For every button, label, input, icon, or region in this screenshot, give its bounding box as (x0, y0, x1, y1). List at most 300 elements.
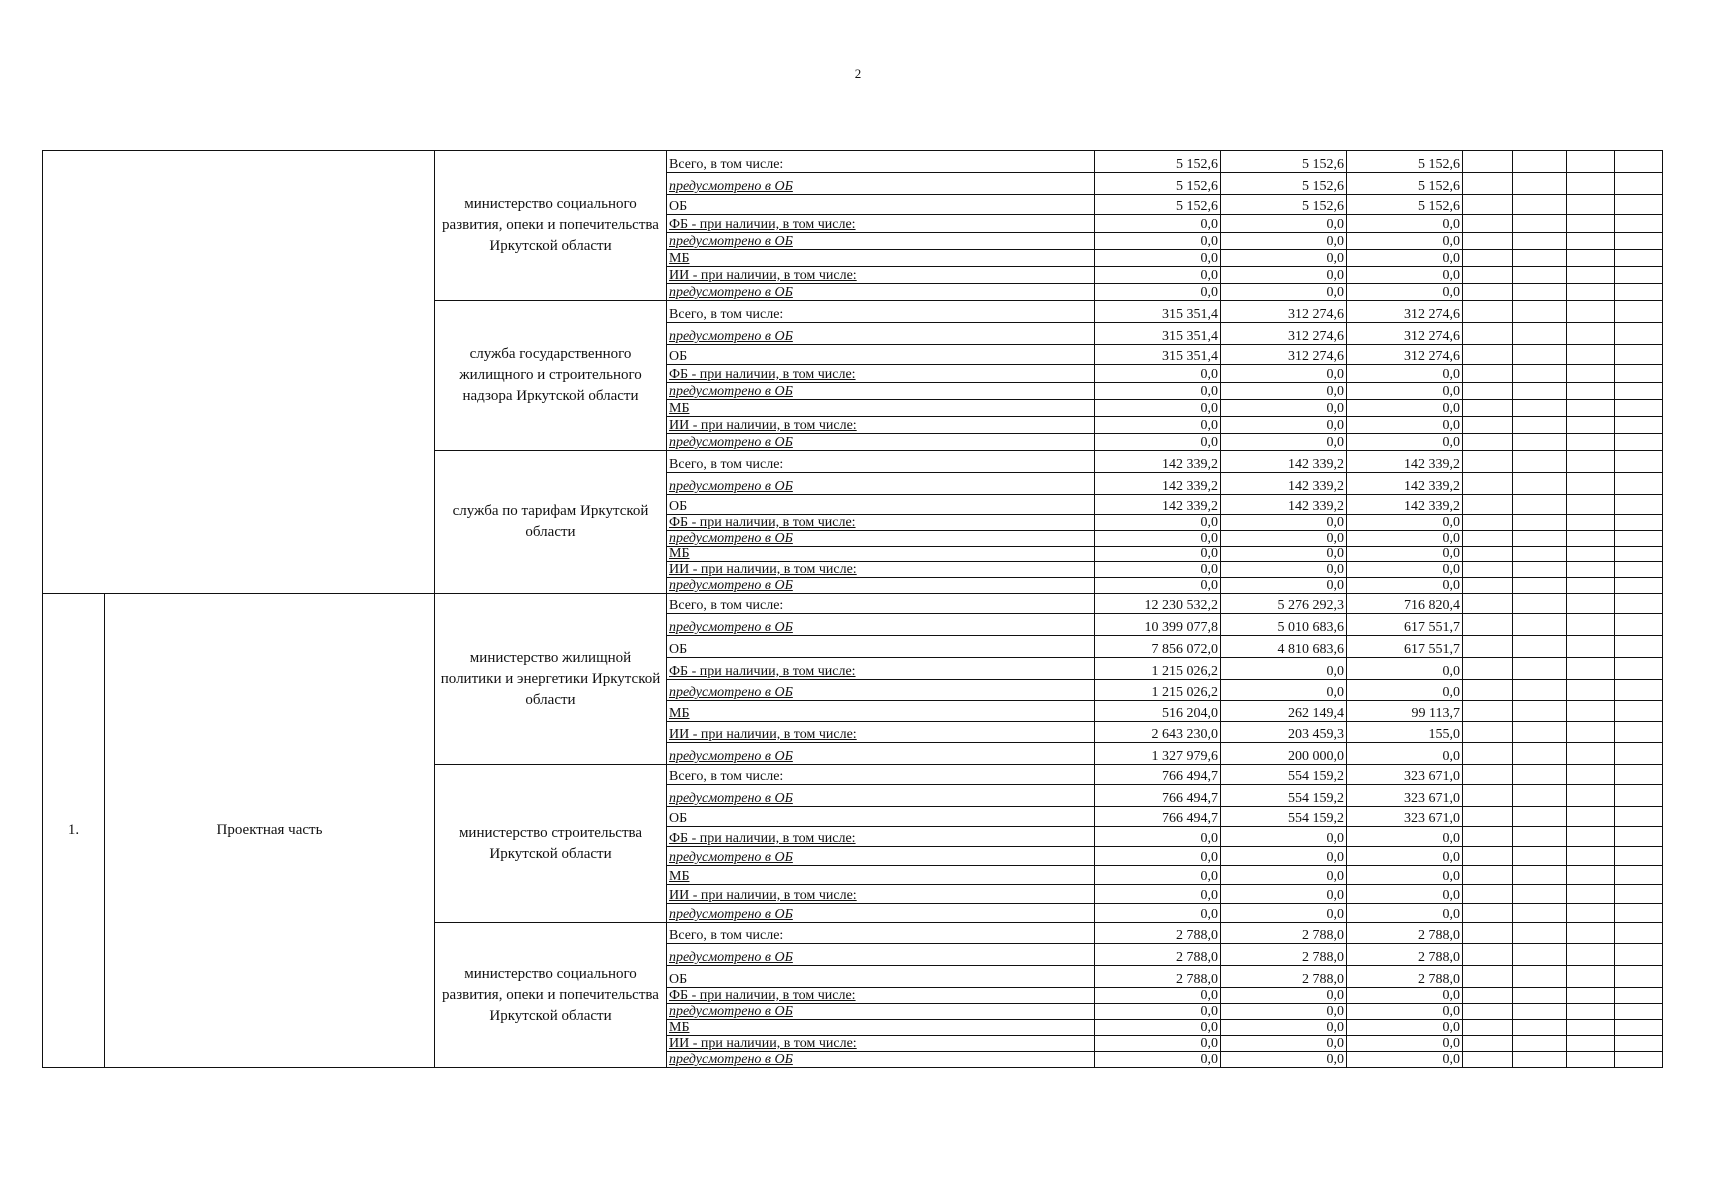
empty-cell (1463, 785, 1513, 807)
value-cell: 0,0 (1095, 417, 1221, 434)
empty-cell (1567, 250, 1615, 267)
value-cell: 200 000,0 (1221, 743, 1347, 765)
row-label-ob: ОБ (667, 807, 1095, 827)
value-cell: 766 494,7 (1095, 765, 1221, 785)
empty-cell (1463, 1052, 1513, 1068)
empty-cell (1615, 904, 1663, 923)
empty-cell (1567, 215, 1615, 233)
value-cell: 617 551,7 (1347, 636, 1463, 658)
section-number: 1. (43, 594, 105, 1068)
empty-cell (1463, 434, 1513, 451)
value-cell: 5 152,6 (1347, 151, 1463, 173)
value-cell: 0,0 (1221, 267, 1347, 284)
value-cell: 5 152,6 (1095, 151, 1221, 173)
empty-cell (1463, 417, 1513, 434)
value-cell: 0,0 (1221, 215, 1347, 233)
value-cell: 0,0 (1095, 383, 1221, 400)
empty-cell (1513, 807, 1567, 827)
value-cell: 1 215 026,2 (1095, 658, 1221, 680)
row-label-provided: предусмотрено в ОБ (667, 743, 1095, 765)
row-label-provided: предусмотрено в ОБ (667, 473, 1095, 495)
value-cell: 554 159,2 (1221, 785, 1347, 807)
empty-cell (1463, 1020, 1513, 1036)
empty-cell (1615, 658, 1663, 680)
row-label-fb: ФБ - при наличии, в том числе: (667, 988, 1095, 1004)
value-cell: 0,0 (1347, 417, 1463, 434)
row-label-ii: ИИ - при наличии, в том числе: (667, 1036, 1095, 1052)
empty-cell (1513, 473, 1567, 495)
empty-cell (1615, 495, 1663, 515)
empty-cell (1513, 284, 1567, 301)
value-cell: 0,0 (1347, 743, 1463, 765)
empty-cell (1513, 451, 1567, 473)
empty-cell (1615, 785, 1663, 807)
empty-cell (1463, 885, 1513, 904)
row-label-provided: предусмотрено в ОБ (667, 847, 1095, 866)
value-cell: 142 339,2 (1221, 495, 1347, 515)
value-cell: 0,0 (1221, 827, 1347, 847)
value-cell: 0,0 (1347, 866, 1463, 885)
row-label-total: Всего, в том числе: (667, 301, 1095, 323)
empty-cell (1463, 847, 1513, 866)
value-cell: 2 788,0 (1221, 944, 1347, 966)
empty-cell (1463, 827, 1513, 847)
empty-cell (1567, 680, 1615, 701)
empty-cell (1513, 722, 1567, 743)
value-cell: 0,0 (1347, 233, 1463, 250)
value-cell: 0,0 (1221, 680, 1347, 701)
value-cell: 142 339,2 (1347, 473, 1463, 495)
value-cell: 0,0 (1221, 1052, 1347, 1068)
empty-cell (1463, 562, 1513, 578)
row-label-total: Всего, в том числе: (667, 765, 1095, 785)
row-label-provided: предусмотрено в ОБ (667, 233, 1095, 250)
empty-cell (1615, 594, 1663, 614)
value-cell: 312 274,6 (1221, 301, 1347, 323)
empty-cell (1463, 904, 1513, 923)
empty-cell (1513, 885, 1567, 904)
value-cell: 2 788,0 (1347, 966, 1463, 988)
row-label-fb: ФБ - при наличии, в том числе: (667, 365, 1095, 383)
empty-cell (1463, 807, 1513, 827)
empty-cell (1463, 301, 1513, 323)
value-cell: 2 788,0 (1221, 923, 1347, 944)
empty-cell (1567, 495, 1615, 515)
value-cell: 0,0 (1347, 250, 1463, 267)
empty-cell (1513, 923, 1567, 944)
empty-cell (1513, 383, 1567, 400)
value-cell: 312 274,6 (1221, 345, 1347, 365)
table-row (43, 151, 1663, 173)
empty-cell (1463, 323, 1513, 345)
value-cell: 0,0 (1221, 400, 1347, 417)
agency-name: министерство жилищной политики и энергетики Иркутской области (435, 594, 667, 765)
empty-cell (1615, 988, 1663, 1004)
row-label-provided: предусмотрено в ОБ (667, 578, 1095, 594)
value-cell: 0,0 (1221, 531, 1347, 547)
row-label-provided: предусмотрено в ОБ (667, 531, 1095, 547)
value-cell: 0,0 (1221, 904, 1347, 923)
value-cell: 2 788,0 (1347, 944, 1463, 966)
value-cell: 5 152,6 (1095, 195, 1221, 215)
empty-cell (1463, 966, 1513, 988)
value-cell: 0,0 (1221, 1036, 1347, 1052)
value-cell: 7 856 072,0 (1095, 636, 1221, 658)
empty-cell (1513, 636, 1567, 658)
empty-cell (1567, 195, 1615, 215)
empty-cell (1567, 547, 1615, 562)
page-number: 2 (854, 66, 862, 81)
empty-cell (1463, 923, 1513, 944)
row-label-total: Всего, в том числе: (667, 451, 1095, 473)
value-cell: 0,0 (1347, 547, 1463, 562)
value-cell: 0,0 (1347, 562, 1463, 578)
value-cell: 0,0 (1221, 988, 1347, 1004)
empty-cell (1463, 594, 1513, 614)
row-label-provided: предусмотрено в ОБ (667, 680, 1095, 701)
value-cell: 0,0 (1347, 434, 1463, 451)
value-cell: 5 010 683,6 (1221, 614, 1347, 636)
empty-cell (1615, 966, 1663, 988)
table-row (43, 594, 1663, 614)
row-label-ob: ОБ (667, 636, 1095, 658)
empty-cell (1513, 966, 1567, 988)
empty-cell (1615, 722, 1663, 743)
empty-cell (1615, 417, 1663, 434)
empty-cell (1463, 284, 1513, 301)
empty-cell (1615, 765, 1663, 785)
empty-cell (1567, 1020, 1615, 1036)
empty-cell (1513, 988, 1567, 1004)
empty-cell (1615, 636, 1663, 658)
value-cell: 716 820,4 (1347, 594, 1463, 614)
empty-cell (1463, 531, 1513, 547)
value-cell: 5 152,6 (1095, 173, 1221, 195)
row-label-total: Всего, в том числе: (667, 594, 1095, 614)
value-cell: 0,0 (1347, 284, 1463, 301)
empty-cell (1567, 722, 1615, 743)
value-cell: 2 788,0 (1095, 944, 1221, 966)
empty-cell (1615, 250, 1663, 267)
empty-cell (1615, 451, 1663, 473)
value-cell: 0,0 (1095, 578, 1221, 594)
empty-cell (1463, 636, 1513, 658)
empty-cell (1513, 215, 1567, 233)
row-label-mb: МБ (667, 400, 1095, 417)
empty-cell (1463, 988, 1513, 1004)
empty-cell (1615, 680, 1663, 701)
value-cell: 315 351,4 (1095, 323, 1221, 345)
empty-cell (1567, 743, 1615, 765)
empty-cell (1463, 345, 1513, 365)
empty-cell (1463, 267, 1513, 284)
empty-cell (1615, 827, 1663, 847)
agency-name: служба государственного жилищного и строительного надзора Иркутской области (435, 301, 667, 451)
row-label-total: Всего, в том числе: (667, 151, 1095, 173)
empty-cell (1513, 267, 1567, 284)
empty-cell (1615, 1052, 1663, 1068)
row-label-mb: МБ (667, 547, 1095, 562)
value-cell: 0,0 (1221, 434, 1347, 451)
empty-cell (1463, 215, 1513, 233)
empty-cell (1463, 701, 1513, 722)
value-cell: 323 671,0 (1347, 765, 1463, 785)
value-cell: 312 274,6 (1347, 323, 1463, 345)
value-cell: 0,0 (1221, 250, 1347, 267)
empty-cell (1513, 1020, 1567, 1036)
value-cell: 5 276 292,3 (1221, 594, 1347, 614)
row-label-provided: предусмотрено в ОБ (667, 1052, 1095, 1068)
value-cell: 0,0 (1221, 365, 1347, 383)
value-cell: 5 152,6 (1347, 173, 1463, 195)
empty-cell (1513, 827, 1567, 847)
value-cell: 0,0 (1095, 267, 1221, 284)
agency-name: министерство социального развития, опеки и попечительства Иркутской области (435, 923, 667, 1068)
row-label-provided: предусмотрено в ОБ (667, 785, 1095, 807)
empty-cell (1567, 365, 1615, 383)
value-cell: 0,0 (1221, 284, 1347, 301)
empty-cell (1567, 658, 1615, 680)
value-cell: 0,0 (1095, 1004, 1221, 1020)
empty-cell (1513, 743, 1567, 765)
value-cell: 262 149,4 (1221, 701, 1347, 722)
row-label-provided: предусмотрено в ОБ (667, 1004, 1095, 1020)
empty-cell (1567, 923, 1615, 944)
empty-cell (1513, 365, 1567, 383)
row-label-fb: ФБ - при наличии, в том числе: (667, 827, 1095, 847)
empty-cell (1615, 847, 1663, 866)
empty-cell (1615, 284, 1663, 301)
value-cell: 0,0 (1347, 847, 1463, 866)
empty-cell (1615, 885, 1663, 904)
value-cell: 516 204,0 (1095, 701, 1221, 722)
empty-cell (1513, 658, 1567, 680)
agency-name: служба по тарифам Иркутской области (435, 451, 667, 594)
value-cell: 323 671,0 (1347, 807, 1463, 827)
empty-cell (1463, 451, 1513, 473)
empty-cell (1615, 531, 1663, 547)
value-cell: 323 671,0 (1347, 785, 1463, 807)
empty-cell (1615, 866, 1663, 885)
empty-cell (1513, 1052, 1567, 1068)
value-cell: 0,0 (1095, 250, 1221, 267)
empty-cell (1463, 195, 1513, 215)
empty-cell (1513, 417, 1567, 434)
value-cell: 0,0 (1347, 515, 1463, 531)
row-label-ii: ИИ - при наличии, в том числе: (667, 885, 1095, 904)
value-cell: 315 351,4 (1095, 345, 1221, 365)
empty-cell (1513, 250, 1567, 267)
value-cell: 0,0 (1095, 547, 1221, 562)
value-cell: 5 152,6 (1221, 195, 1347, 215)
empty-cell (1567, 827, 1615, 847)
empty-cell (1567, 614, 1615, 636)
value-cell: 0,0 (1347, 400, 1463, 417)
empty-cell (1615, 400, 1663, 417)
value-cell: 0,0 (1347, 1036, 1463, 1052)
empty-cell (1567, 785, 1615, 807)
empty-cell (1615, 473, 1663, 495)
empty-cell (1463, 614, 1513, 636)
row-label-mb: МБ (667, 250, 1095, 267)
empty-cell (1567, 400, 1615, 417)
table-body (43, 151, 1663, 1068)
empty-cell (1615, 743, 1663, 765)
empty-cell (1463, 680, 1513, 701)
value-cell: 0,0 (1095, 904, 1221, 923)
value-cell: 142 339,2 (1347, 451, 1463, 473)
empty-cell (1567, 562, 1615, 578)
empty-cell (1615, 923, 1663, 944)
section-empty-cell (43, 151, 435, 594)
value-cell: 5 152,6 (1347, 195, 1463, 215)
empty-cell (1513, 578, 1567, 594)
value-cell: 0,0 (1221, 233, 1347, 250)
empty-cell (1513, 1036, 1567, 1052)
row-label-provided: предусмотрено в ОБ (667, 173, 1095, 195)
empty-cell (1567, 701, 1615, 722)
value-cell: 0,0 (1095, 531, 1221, 547)
value-cell: 315 351,4 (1095, 301, 1221, 323)
value-cell: 0,0 (1095, 1052, 1221, 1068)
empty-cell (1513, 345, 1567, 365)
value-cell: 0,0 (1221, 1020, 1347, 1036)
row-label-ob: ОБ (667, 966, 1095, 988)
empty-cell (1463, 743, 1513, 765)
value-cell: 142 339,2 (1347, 495, 1463, 515)
empty-cell (1615, 944, 1663, 966)
value-cell: 0,0 (1095, 284, 1221, 301)
row-label-fb: ФБ - при наличии, в том числе: (667, 658, 1095, 680)
value-cell: 0,0 (1347, 578, 1463, 594)
empty-cell (1463, 473, 1513, 495)
value-cell: 2 788,0 (1347, 923, 1463, 944)
empty-cell (1567, 383, 1615, 400)
row-label-provided: предусмотрено в ОБ (667, 614, 1095, 636)
empty-cell (1567, 301, 1615, 323)
empty-cell (1615, 1020, 1663, 1036)
empty-cell (1513, 531, 1567, 547)
value-cell: 0,0 (1095, 515, 1221, 531)
row-label-fb: ФБ - при наличии, в том числе: (667, 215, 1095, 233)
empty-cell (1615, 701, 1663, 722)
row-label-fb: ФБ - при наличии, в том числе: (667, 515, 1095, 531)
empty-cell (1615, 323, 1663, 345)
empty-cell (1513, 847, 1567, 866)
empty-cell (1567, 966, 1615, 988)
empty-cell (1567, 1036, 1615, 1052)
empty-cell (1567, 473, 1615, 495)
value-cell: 0,0 (1347, 1004, 1463, 1020)
value-cell: 0,0 (1221, 547, 1347, 562)
row-label-mb: МБ (667, 701, 1095, 722)
row-label-ii: ИИ - при наличии, в том числе: (667, 267, 1095, 284)
empty-cell (1513, 301, 1567, 323)
empty-cell (1615, 233, 1663, 250)
value-cell: 0,0 (1221, 658, 1347, 680)
empty-cell (1615, 267, 1663, 284)
value-cell: 0,0 (1095, 215, 1221, 233)
row-label-mb: МБ (667, 1020, 1095, 1036)
empty-cell (1615, 547, 1663, 562)
value-cell: 0,0 (1347, 267, 1463, 284)
empty-cell (1567, 636, 1615, 658)
empty-cell (1513, 195, 1567, 215)
empty-cell (1463, 1004, 1513, 1020)
empty-cell (1463, 658, 1513, 680)
value-cell: 0,0 (1347, 383, 1463, 400)
agency-name: министерство строительства Иркутской области (435, 765, 667, 923)
empty-cell (1513, 515, 1567, 531)
empty-cell (1513, 547, 1567, 562)
row-label-ob: ОБ (667, 195, 1095, 215)
value-cell: 142 339,2 (1221, 473, 1347, 495)
row-label-provided: предусмотрено в ОБ (667, 323, 1095, 345)
value-cell: 2 643 230,0 (1095, 722, 1221, 743)
value-cell: 0,0 (1221, 866, 1347, 885)
empty-cell (1615, 383, 1663, 400)
empty-cell (1513, 944, 1567, 966)
empty-cell (1567, 807, 1615, 827)
value-cell: 0,0 (1347, 904, 1463, 923)
empty-cell (1615, 301, 1663, 323)
empty-cell (1567, 1004, 1615, 1020)
value-cell: 554 159,2 (1221, 765, 1347, 785)
empty-cell (1513, 904, 1567, 923)
empty-cell (1513, 614, 1567, 636)
empty-cell (1513, 323, 1567, 345)
value-cell: 0,0 (1221, 562, 1347, 578)
value-cell: 0,0 (1095, 233, 1221, 250)
value-cell: 0,0 (1095, 827, 1221, 847)
empty-cell (1567, 515, 1615, 531)
empty-cell (1567, 323, 1615, 345)
empty-cell (1567, 866, 1615, 885)
value-cell: 312 274,6 (1347, 345, 1463, 365)
empty-cell (1567, 531, 1615, 547)
empty-cell (1463, 578, 1513, 594)
row-label-ii: ИИ - при наличии, в том числе: (667, 562, 1095, 578)
agency-name: министерство социального развития, опеки и попечительства Иркутской области (435, 151, 667, 301)
empty-cell (1567, 594, 1615, 614)
empty-cell (1567, 578, 1615, 594)
empty-cell (1463, 233, 1513, 250)
empty-cell (1513, 400, 1567, 417)
value-cell: 2 788,0 (1095, 923, 1221, 944)
value-cell: 0,0 (1095, 1036, 1221, 1052)
empty-cell (1463, 866, 1513, 885)
value-cell: 155,0 (1347, 722, 1463, 743)
empty-cell (1463, 495, 1513, 515)
empty-cell (1513, 434, 1567, 451)
value-cell: 203 459,3 (1221, 722, 1347, 743)
value-cell: 99 113,7 (1347, 701, 1463, 722)
empty-cell (1615, 434, 1663, 451)
empty-cell (1567, 847, 1615, 866)
value-cell: 0,0 (1347, 215, 1463, 233)
row-label-ii: ИИ - при наличии, в том числе: (667, 417, 1095, 434)
value-cell: 0,0 (1347, 1052, 1463, 1068)
empty-cell (1513, 701, 1567, 722)
empty-cell (1567, 284, 1615, 301)
empty-cell (1463, 383, 1513, 400)
value-cell: 0,0 (1095, 1020, 1221, 1036)
value-cell: 0,0 (1347, 1020, 1463, 1036)
empty-cell (1615, 562, 1663, 578)
value-cell: 0,0 (1347, 365, 1463, 383)
empty-cell (1615, 151, 1663, 173)
value-cell: 1 327 979,6 (1095, 743, 1221, 765)
